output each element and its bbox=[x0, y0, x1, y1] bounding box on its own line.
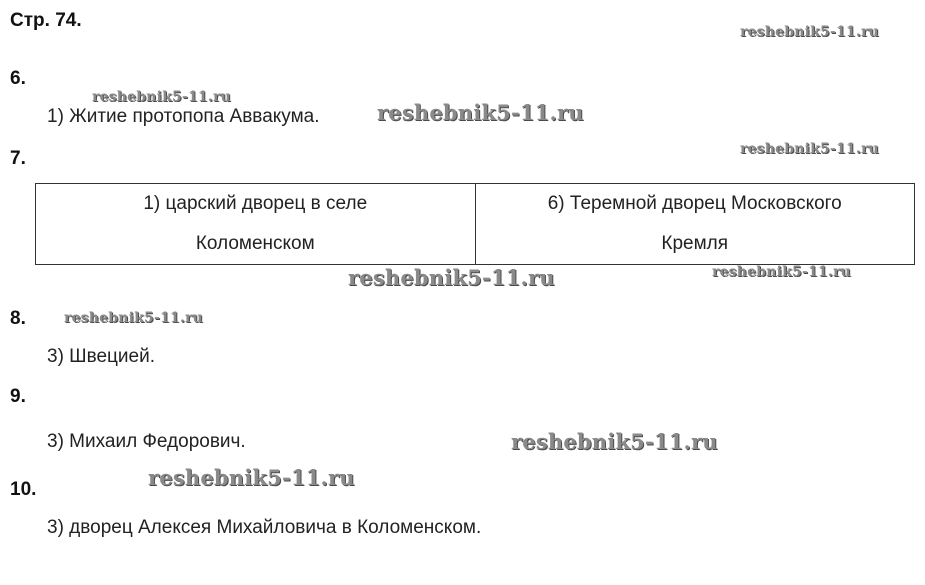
cell-line: 1) царский дворец в селе bbox=[143, 193, 368, 214]
task-7-number: 7. bbox=[10, 148, 26, 169]
cell-line: Коломенском bbox=[195, 233, 315, 254]
task-8-number: 8. bbox=[10, 308, 26, 329]
task-9-answer: 3) Михаил Федорович. bbox=[47, 431, 246, 452]
cell-line: Кремля bbox=[661, 233, 729, 254]
page-title: Стр. 74. bbox=[10, 10, 82, 31]
task-8-answer: 3) Швецией. bbox=[47, 346, 155, 367]
task-7-answer-table bbox=[35, 183, 915, 265]
table-cell bbox=[475, 184, 915, 265]
watermark: reshebnik5-11.ru bbox=[348, 265, 555, 290]
watermark: reshebnik5-11.ru bbox=[511, 429, 718, 454]
table-cell bbox=[36, 184, 476, 265]
task-9-number: 9. bbox=[10, 386, 26, 407]
watermark: reshebnik5-11.ru bbox=[740, 24, 879, 40]
watermark: reshebnik5-11.ru bbox=[64, 310, 203, 326]
task-10-number: 10. bbox=[10, 479, 37, 500]
cell-line: 6) Теремной дворец Московского bbox=[547, 193, 842, 214]
task-10-answer: 3) дворец Алексея Михайловича в Коломенском. bbox=[47, 517, 482, 538]
task-6-answer: 1) Житие протопопа Аввакума. bbox=[47, 106, 320, 127]
watermark: reshebnik5-11.ru bbox=[712, 264, 851, 280]
watermark: reshebnik5-11.ru bbox=[377, 100, 584, 125]
task-6-number: 6. bbox=[10, 68, 26, 89]
watermark: reshebnik5-11.ru bbox=[148, 465, 355, 490]
watermark: reshebnik5-11.ru bbox=[740, 141, 879, 157]
watermark: reshebnik5-11.ru bbox=[92, 89, 231, 105]
table-row bbox=[36, 184, 915, 265]
